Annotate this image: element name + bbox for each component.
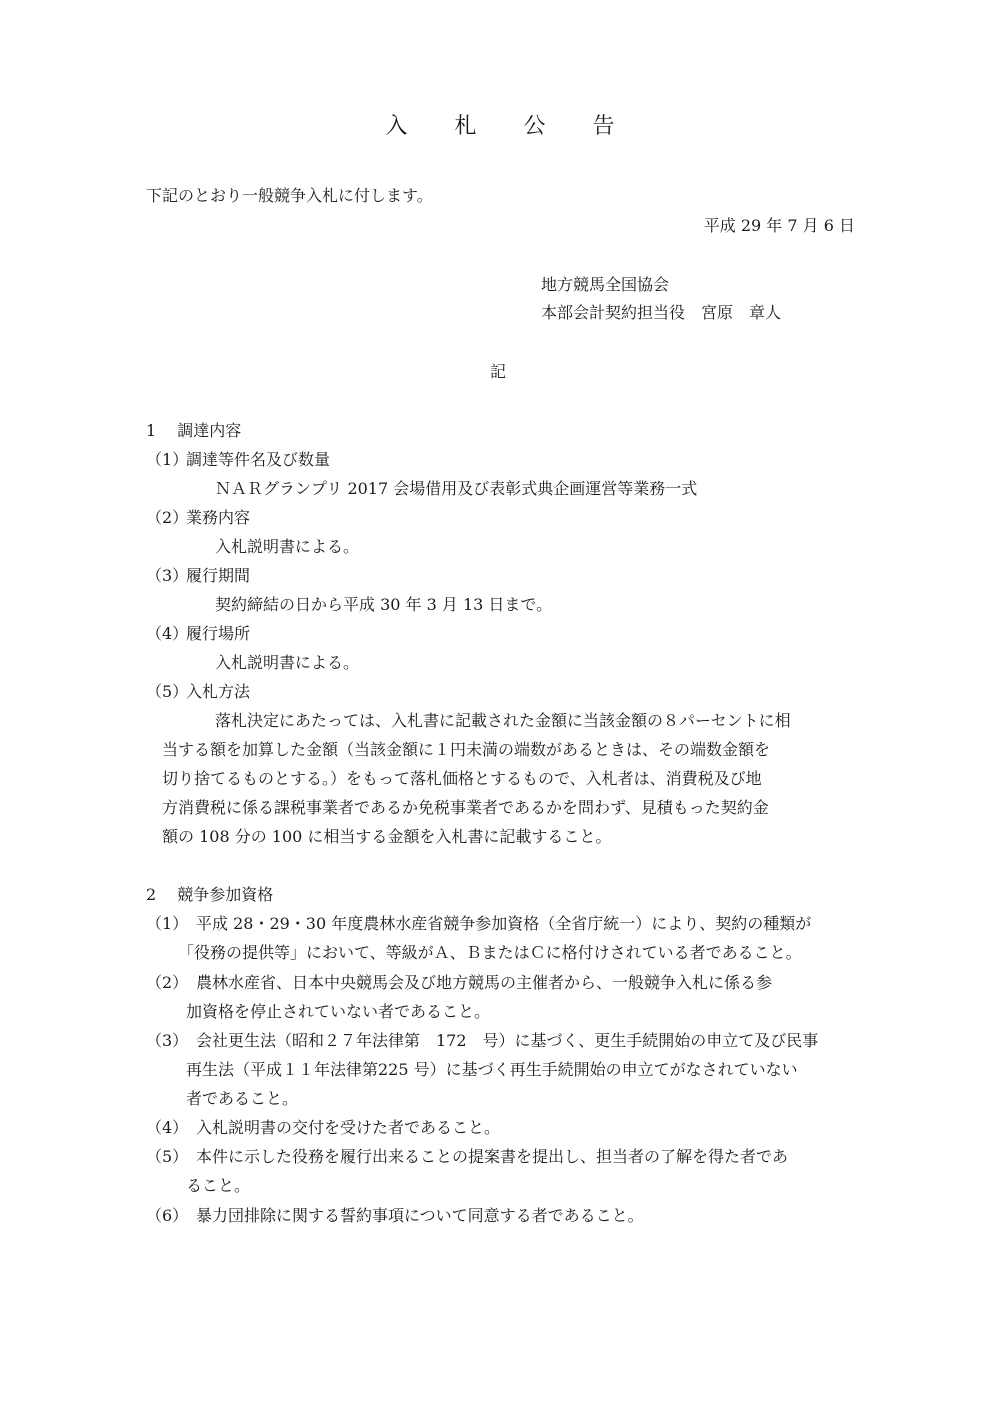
ki-mark: 記 <box>490 362 507 381</box>
s2-item5-line: 本件に示した役務を履行出来ることの提案書を提出し、担当者の了解を得た者であ <box>196 1147 789 1166</box>
s1-item1-num: （1） <box>146 450 189 469</box>
s2-item1-line: 「役務の提供等」において、等級がＡ、ＢまたはＣに格付けされている者であること。 <box>178 943 802 962</box>
section2-heading: 2 競争参加資格 <box>146 885 274 904</box>
s2-item3-line: 再生法（平成１１年法律第225 号）に基づく再生手続開始の申立てがなされていない <box>186 1060 798 1079</box>
s1-item3-label: 履行期間 <box>186 566 251 585</box>
s1-item5-num: （5） <box>146 682 189 701</box>
s1-item5-body-line: 方消費税に係る課税事業者であるか免税事業者であるかを問わず、見積もった契約金 <box>162 798 769 817</box>
issuer-officer: 本部会計契約担当役 宮原 章人 <box>541 303 782 322</box>
section1-heading: 1 調達内容 <box>146 421 242 440</box>
s1-item5-body-line: 額の 108 分の 100 に相当する金額を入札書に記載すること。 <box>162 827 612 846</box>
s2-item3-num: （3） <box>146 1031 189 1050</box>
s1-item5-body-line: 落札決定にあたっては、入札書に記載された金額に当該金額の８パーセントに相 <box>215 711 791 730</box>
s2-item3-line: 会社更生法（昭和２７年法律第 172 号）に基づく、更生手続開始の申立て及び民事 <box>196 1031 819 1050</box>
s2-item6-num: （6） <box>146 1206 189 1225</box>
s1-item2-label: 業務内容 <box>186 508 251 527</box>
s2-item4-line: 入札説明書の交付を受けた者であること。 <box>196 1118 501 1137</box>
s1-item2-body: 入札説明書による。 <box>215 537 360 556</box>
s2-item4-num: （4） <box>146 1118 189 1137</box>
s1-item4-body: 入札説明書による。 <box>215 653 360 672</box>
s2-item5-line: ること。 <box>186 1176 251 1195</box>
s2-item2-line: 農林水産省、日本中央競馬会及び地方競馬の主催者から、一般競争入札に係る参 <box>196 973 773 992</box>
s1-item4-num: （4） <box>146 624 189 643</box>
s2-item3-line: 者であること。 <box>186 1089 299 1108</box>
s2-item2-line: 加資格を停止されていない者であること。 <box>186 1002 491 1021</box>
s2-item6-line: 暴力団排除に関する誓約事項について同意する者であること。 <box>196 1206 644 1225</box>
s1-item5-label: 入札方法 <box>186 682 251 701</box>
notice-date: 平成 29 年 7 月 6 日 <box>703 216 855 235</box>
s2-item1-line: 平成 28・29・30 年度農林水産省競争参加資格（全省庁統一）により、契約の種類が <box>196 914 812 933</box>
s1-item3-num: （3） <box>146 566 189 585</box>
s2-item1-num: （1） <box>146 914 189 933</box>
s1-item1-label: 調達等件名及び数量 <box>186 450 331 469</box>
s2-item5-num: （5） <box>146 1147 189 1166</box>
s1-item1-body: ＮＡＲグランプリ 2017 会場借用及び表彰式典企画運営等業務一式 <box>215 479 698 498</box>
intro-text: 下記のとおり一般競争入札に付します。 <box>146 186 433 205</box>
issuer-org: 地方競馬全国協会 <box>541 275 670 294</box>
s2-item2-num: （2） <box>146 973 189 992</box>
page-title: 入 札 公 告 <box>385 114 635 139</box>
s1-item2-num: （2） <box>146 508 189 527</box>
s1-item3-body: 契約締結の日から平成 30 年 3 月 13 日まで。 <box>215 595 553 614</box>
s1-item4-label: 履行場所 <box>186 624 251 643</box>
s1-item5-body-line: 切り捨てるものとする。）をもって落札価格とするもので、入札者は、消費税及び地 <box>162 769 762 788</box>
s1-item5-body-line: 当する額を加算した金額（当該金額に１円未満の端数があるときは、その端数金額を <box>162 740 771 759</box>
